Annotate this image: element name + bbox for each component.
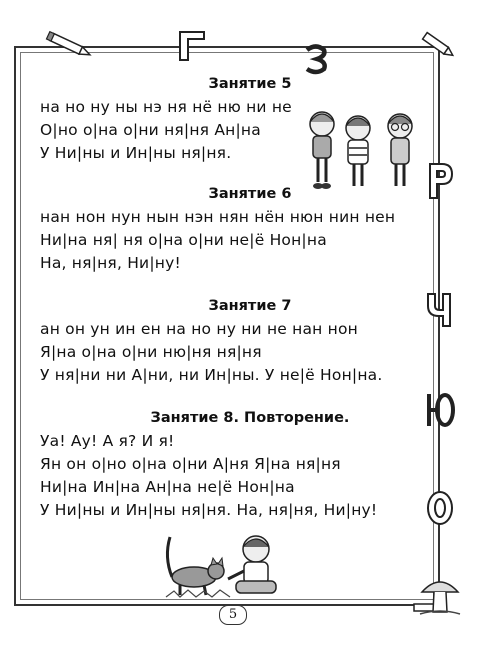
lesson-title: Занятие 8. Повторение.: [150, 410, 350, 426]
syllable-line: У Ни|ны и Ин|ны ня|ня. На, ня|ня, Ни|ну!: [40, 501, 378, 519]
lesson-title: Занятие 7: [208, 298, 292, 314]
syllable-line: У Ни|ны и Ин|ны ня|ня.: [40, 144, 232, 162]
border-letter-z-icon: [303, 42, 329, 76]
pencil-icon: [418, 30, 458, 60]
children-illustration: [292, 100, 432, 196]
syllable-line: нан нон нун нын нэн нян нён нюн нин нен: [40, 208, 396, 226]
syllable-line: на но ну ны нэ ня нё ню ни не: [40, 98, 292, 116]
syllable-line: Я|на о|на о|ни ню|ня ня|ня: [40, 343, 262, 361]
lesson-title: Занятие 5: [208, 76, 292, 92]
lesson-title: Занятие 6: [208, 186, 292, 202]
pencil-icon: [44, 30, 94, 60]
syllable-line: О|но о|на о|ни ня|ня Ан|на: [40, 121, 261, 139]
cat-and-boy-illustration: [160, 527, 290, 599]
page-number: 5: [219, 605, 247, 625]
syllable-line: Ян он о|но о|на о|ни А|ня Я|на ня|ня: [40, 455, 341, 473]
mushroom-icon: [418, 572, 462, 616]
syllable-line: Ни|на ня| ня о|на о|ни не|ё Нон|на: [40, 231, 327, 249]
syllable-line: ан он ун ин ен на но ну ни не нан нон: [40, 320, 358, 338]
syllable-line: У ня|ни ни А|ни, ни Ин|ны. У не|ё Нон|на.: [40, 366, 383, 384]
syllable-line: Уа! Ау! А я? И я!: [40, 432, 175, 450]
border-letter-g-icon: [176, 28, 208, 64]
border-letter-o-icon: [424, 488, 456, 528]
syllable-line: Ни|на Ин|на Ан|на не|ё Нон|на: [40, 478, 295, 496]
syllable-line: На, ня|ня, Ни|ну!: [40, 254, 181, 272]
